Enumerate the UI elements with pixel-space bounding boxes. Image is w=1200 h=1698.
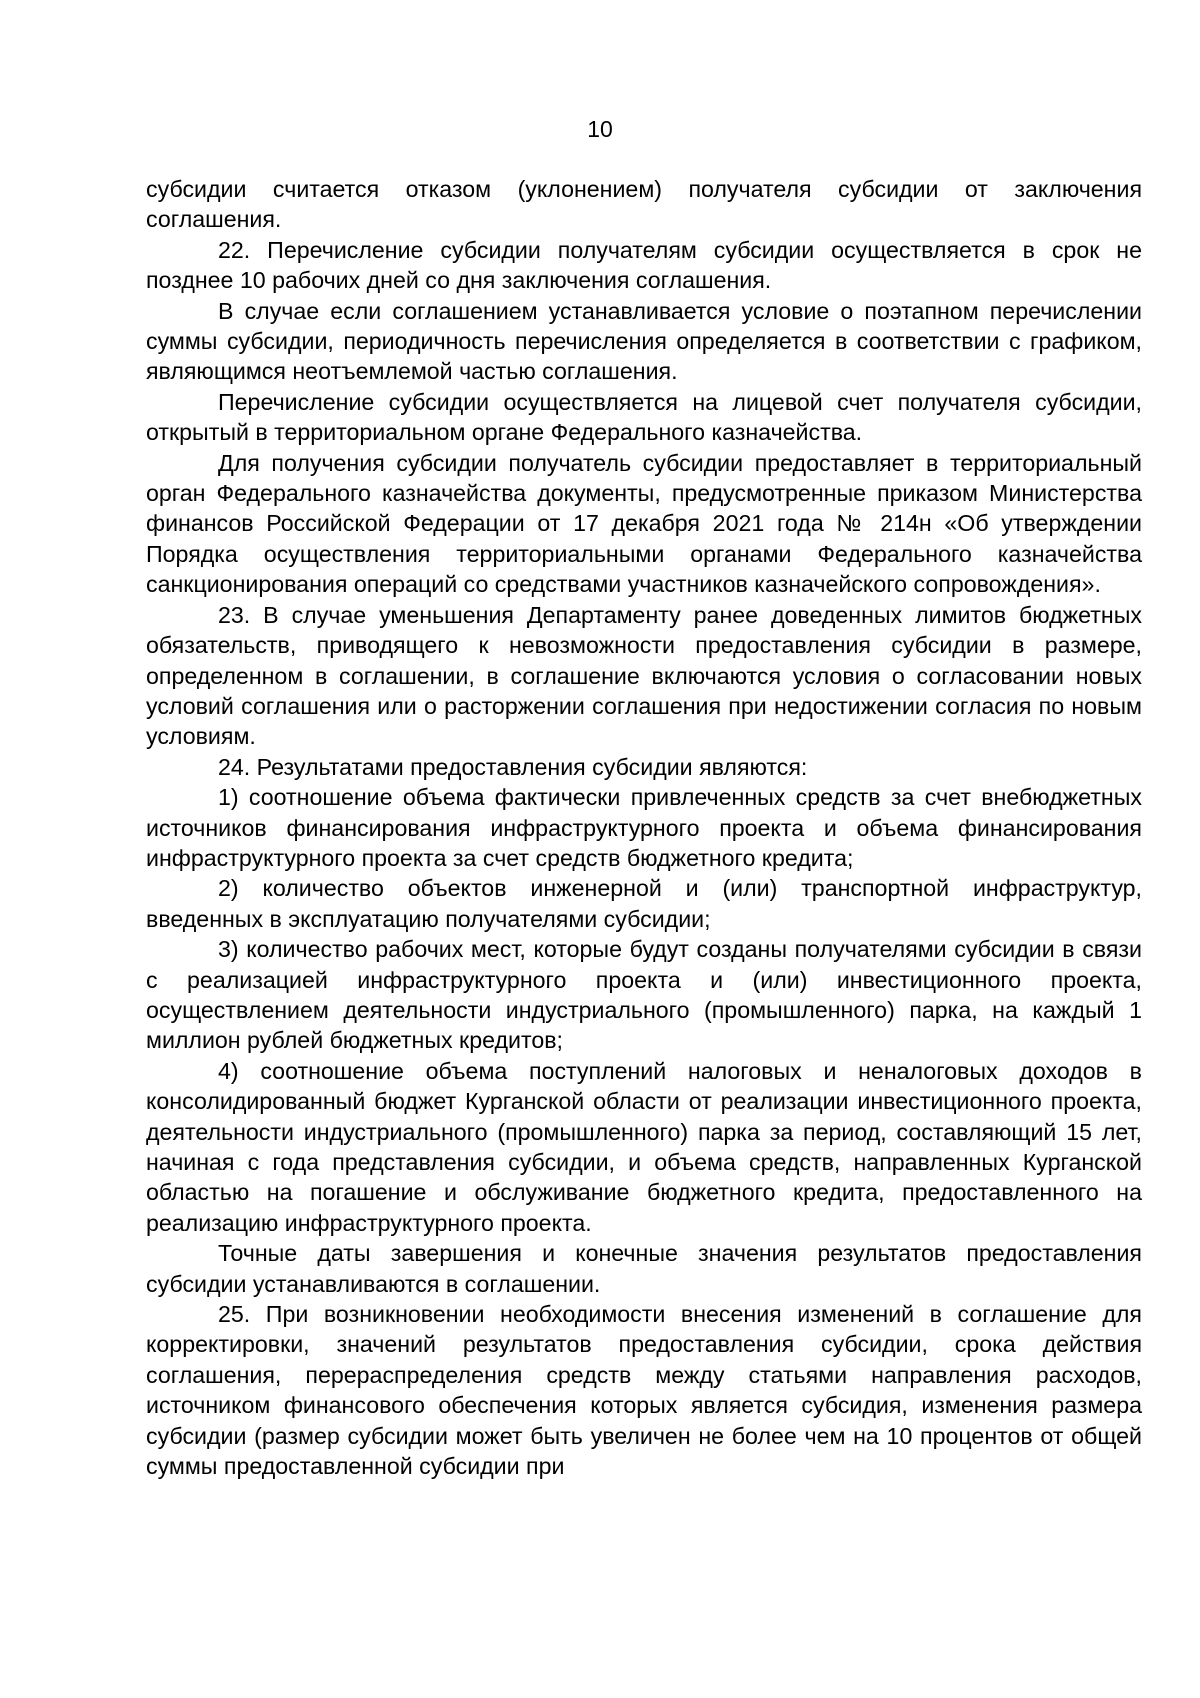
list-item-4: 4) соотношение объема поступлений налоговых и неналоговых доходов в консолидированный бюджет Курганской области от реализации инвестиционного проекта, деятельности индустриального (промышленного) парка за период, составляющий 15 лет, начиная с года представления субсидии, и объема средств, направленных Курганской областью на погашение и обслуживание бюджетного кредита, предоставленного на реализацию инфраструктурного проекта.	[146, 1057, 1142, 1236]
paragraph-documents: Для получения субсидии получатель субсидии предоставляет в территориальный орган Федерального казначейства документы, предусмотренные приказом Министерства финансов Российской Федерации от 17 декабря 2021 года № 214н «Об утверждении Порядка осуществления территориальными органами Федерального казначейства санкционирования операций со средствами участников казначейского сопровождения».	[146, 449, 1142, 598]
paragraph-staged-transfer: В случае если соглашением устанавливается условие о поэтапном перечислении суммы субсидии, периодичность перечисления определяется в соответствии с графиком, являющимся неотъемлемой частью соглашения.	[146, 297, 1142, 385]
paragraph-clause-24: 24. Результатами предоставления субсидии являются:	[218, 753, 808, 780]
paragraph-continuation: субсидии считается отказом (уклонением) получателя субсидии от заключения соглашения.	[146, 176, 1142, 233]
list-item-3: 3) количество рабочих мест, которые будут созданы получателями субсидии в связи с реализацией инфраструктурного проекта и (или) инвестиционного проекта, осуществлением деятельности индустриального (промышленного) парка, на каждый 1 миллион рублей бюджетных кредитов;	[146, 936, 1142, 1054]
list-item-2: 2) количество объектов инженерной и (или) транспортной инфраструктур, введенных в эксплуатацию получателями субсидии;	[146, 875, 1142, 932]
page-number: 10	[587, 116, 613, 142]
paragraph-clause-25: 25. При возникновении необходимости внесения изменений в соглашение для корректировки, значений результатов предоставления субсидии, срока действия соглашения, перераспределения средств между статьями направления расходов, источником финансового обеспечения которых является субсидия, изменения размера субсидии (размер субсидии может быть увеличен не более чем на 10 процентов от общей суммы предоставленной субсидии при	[146, 1301, 1142, 1480]
list-item-1: 1) соотношение объема фактически привлеченных средств за счет внебюджетных источников финансирования инфраструктурного проекта и объема финансирования инфраструктурного проекта за счет средств бюджетного кредита;	[146, 784, 1142, 871]
paragraph-clause-22: 22. Перечисление субсидии получателям субсидии осуществляется в срок не позднее 10 рабочих дней со дня заключения соглашения.	[146, 236, 1142, 294]
paragraph-clause-23: 23. В случае уменьшения Департаменту ранее доведенных лимитов бюджетных обязательств, приводящего к невозможности предоставления субсидии в размере, определенном в соглашении, в соглашение включаются условия о согласовании новых условий соглашения или о расторжении соглашения при недостижении согласия по новым условиям.	[146, 601, 1142, 750]
paragraph-account-transfer: Перечисление субсидии осуществляется на лицевой счет получателя субсидии, открытый в территориальном органе Федерального казначейства.	[146, 388, 1142, 446]
document-body	[146, 174, 1142, 1481]
paragraph-dates: Точные даты завершения и конечные значения результатов предоставления субсидии устанавливаются в соглашении.	[146, 1240, 1142, 1297]
